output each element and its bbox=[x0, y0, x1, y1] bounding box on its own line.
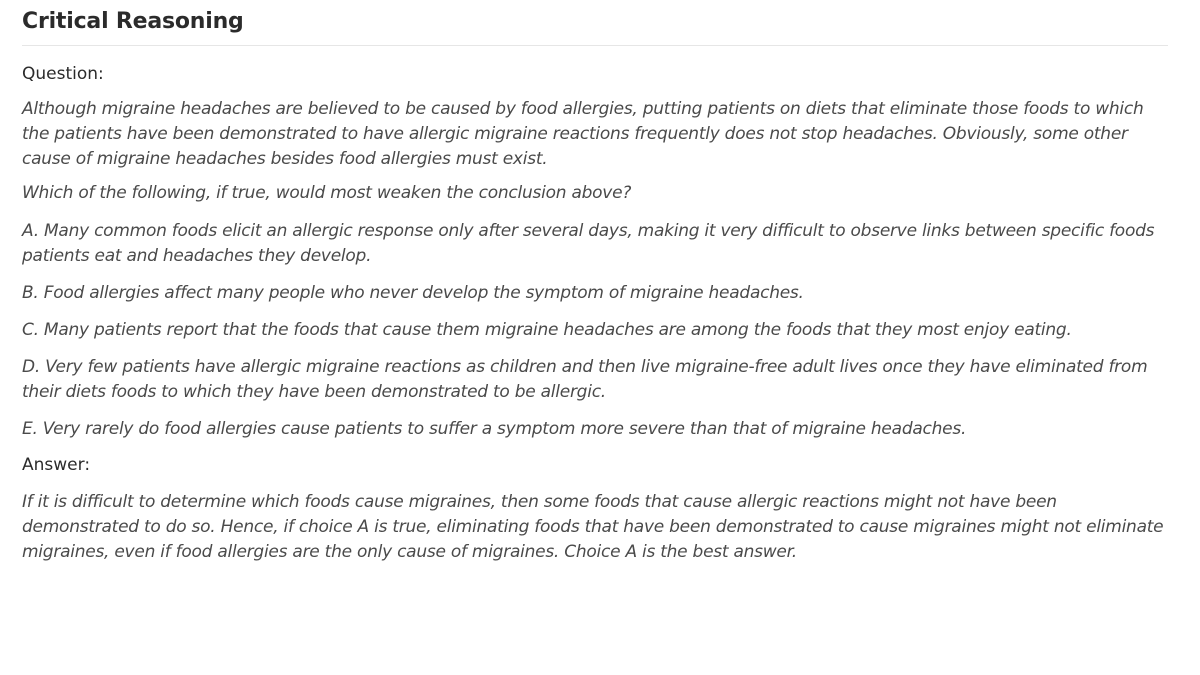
title-divider bbox=[22, 45, 1168, 46]
choice-e: E. Very rarely do food allergies cause patients to suffer a symptom more severe than that of migraine headaches. bbox=[22, 419, 967, 439]
question-section bbox=[22, 63, 1168, 442]
question-heading: Question: bbox=[22, 64, 104, 84]
answer-heading: Answer: bbox=[22, 455, 91, 475]
choice-b: B. Food allergies affect many people who never develop the symptom of migraine headaches. bbox=[22, 283, 804, 303]
question-stimulus: Although migraine headaches are believed to be caused by food allergies, putting patients on diets that eliminate those foods to which the patients have been demonstrated to have allergic migraine reactions frequently does not stop headaches. Obviously, some other cause of migraine headaches besides food allergies must exist. bbox=[22, 99, 1144, 169]
choice-a: A. Many common foods elicit an allergic response only after several days, making it very difficult to observe links between specific foods patients eat and headaches they develop. bbox=[22, 221, 1155, 266]
page-title: Critical Reasoning bbox=[22, 9, 244, 34]
question-prompt: Which of the following, if true, would most weaken the conclusion above? bbox=[22, 183, 632, 203]
answer-choices bbox=[22, 219, 1168, 442]
choice-d: D. Very few patients have allergic migraine reactions as children and then live migraine-free adult lives once they have eliminated from their diets foods to which they have been demonstrated to be allergic. bbox=[22, 357, 1148, 402]
answer-section bbox=[22, 454, 1168, 565]
answer-explanation: If it is difficult to determine which foods cause migraines, then some foods that cause allergic reactions might not have been demonstrated to do so. Hence, if choice A is true, eliminating foods that have been demonstrated to cause migraines might not eliminate migraines, even if food allergies are the only cause of migraines. Choice A is the best answer. bbox=[22, 492, 1164, 562]
choice-c: C. Many patients report that the foods that cause them migraine headaches are among the foods that they most enjoy eating. bbox=[22, 320, 1072, 340]
